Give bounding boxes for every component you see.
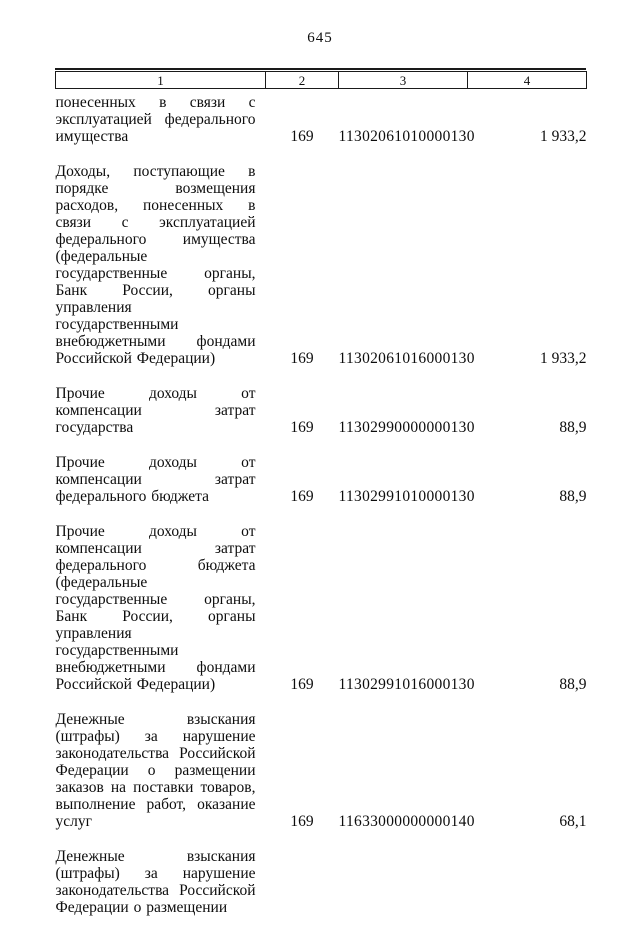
table-row bbox=[56, 154, 587, 376]
cell-description: Прочие доходы от компенсации затрат государства bbox=[56, 376, 266, 445]
table-row bbox=[56, 445, 587, 514]
header-col-1: 1 bbox=[56, 72, 266, 89]
cell-description: Прочие доходы от компенсации затрат федерального бюджета (федеральные государственные органы, Банк России, органы управления государственными внебюджетными фондами Российской Федерации) bbox=[56, 514, 266, 702]
table-row bbox=[56, 89, 587, 155]
cell-admin-code: 169 bbox=[266, 514, 339, 702]
cell-amount: 88,9 bbox=[468, 514, 587, 702]
cell-description: Прочие доходы от компенсации затрат федерального бюджета bbox=[56, 445, 266, 514]
budget-revenue-table bbox=[55, 68, 586, 925]
cell-admin-code: 169 bbox=[266, 89, 339, 155]
cell-amount bbox=[468, 839, 587, 925]
header-col-2: 2 bbox=[266, 72, 339, 89]
page-number: 645 bbox=[0, 0, 640, 47]
table-header bbox=[56, 72, 587, 89]
data-table bbox=[55, 71, 587, 925]
table-body bbox=[56, 89, 587, 925]
cell-admin-code: 169 bbox=[266, 154, 339, 376]
cell-amount: 1 933,2 bbox=[468, 89, 587, 155]
cell-admin-code bbox=[266, 839, 339, 925]
cell-amount: 68,1 bbox=[468, 702, 587, 839]
cell-budget-code bbox=[339, 839, 468, 925]
cell-amount: 88,9 bbox=[468, 376, 587, 445]
cell-description: Доходы, поступающие в порядке возмещения расходов, понесенных в связи с эксплуатацией федерального имущества (федеральные государственные органы, Банк России, органы управления государственными внебюджетными фондами Российской Федерации) bbox=[56, 154, 266, 376]
table-row bbox=[56, 839, 587, 925]
table-row bbox=[56, 514, 587, 702]
cell-admin-code: 169 bbox=[266, 445, 339, 514]
cell-description: понесенных в связи с эксплуатацией федерального имущества bbox=[56, 89, 266, 155]
cell-admin-code: 169 bbox=[266, 702, 339, 839]
cell-description: Денежные взыскания (штрафы) за нарушение законодательства Российской Федерации о размещении bbox=[56, 839, 266, 925]
cell-budget-code: 11633000000000140 bbox=[339, 702, 468, 839]
cell-budget-code: 11302061016000130 bbox=[339, 154, 468, 376]
table-row bbox=[56, 376, 587, 445]
header-row bbox=[56, 72, 587, 89]
header-col-4: 4 bbox=[468, 72, 587, 89]
table-row bbox=[56, 702, 587, 839]
cell-budget-code: 11302990000000130 bbox=[339, 376, 468, 445]
cell-budget-code: 11302061010000130 bbox=[339, 89, 468, 155]
cell-admin-code: 169 bbox=[266, 376, 339, 445]
cell-budget-code: 11302991016000130 bbox=[339, 514, 468, 702]
cell-amount: 88,9 bbox=[468, 445, 587, 514]
cell-description: Денежные взыскания (штрафы) за нарушение законодательства Российской Федерации о размещении заказов на поставки товаров, выполнение работ, оказание услуг bbox=[56, 702, 266, 839]
cell-budget-code: 11302991010000130 bbox=[339, 445, 468, 514]
header-col-3: 3 bbox=[339, 72, 468, 89]
cell-amount: 1 933,2 bbox=[468, 154, 587, 376]
